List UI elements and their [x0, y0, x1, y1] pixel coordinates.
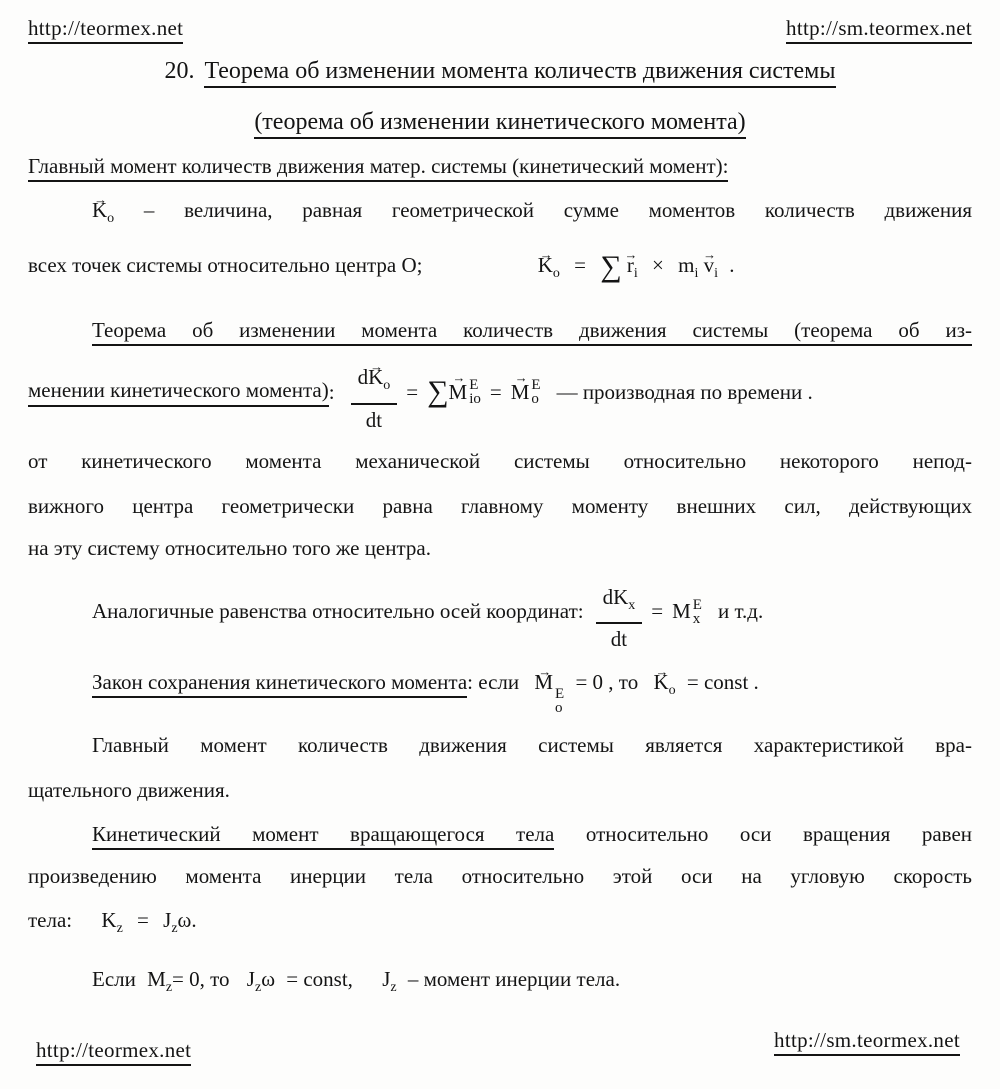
heading-main-moment	[28, 150, 972, 182]
rotation-line2: щательного движения.	[28, 777, 230, 802]
kinetic-rest-text: относительно оси вращения равен	[585, 821, 973, 846]
math-J: J	[163, 907, 172, 932]
formula-ko-definition	[537, 250, 735, 284]
theorem-line2-text: менении кинетического момента)	[28, 378, 329, 407]
definition-line2-text: всех точек системы относительно центра О;	[28, 253, 423, 278]
math-m: m	[678, 253, 695, 278]
sub-o: o	[107, 211, 115, 227]
header-right-url: http://sm.teormex.net	[786, 16, 972, 44]
axes-formula-line	[28, 574, 972, 650]
math-K: K	[368, 365, 384, 390]
math-M: M	[510, 379, 530, 404]
vec-v	[704, 249, 715, 281]
last-if-text: Если	[92, 966, 136, 991]
sub-z: z	[116, 920, 123, 936]
sup-E: E	[692, 596, 702, 613]
vec-M	[511, 380, 530, 405]
title-number: 20.	[164, 58, 195, 84]
kinetic-line2: произведению момента инерции тела относительно этой оси на угловую скорость	[28, 863, 972, 888]
law-underlined-text: Закон сохранения кинетического момента	[92, 670, 467, 698]
kinetic-heading-line	[28, 818, 972, 850]
theorem-line1-text: Теорема об изменении момента количеств движения системы (теорема об из-	[92, 318, 972, 346]
inertia-line	[28, 963, 972, 1004]
math-K: K	[92, 198, 108, 222]
theorem-line3: от кинетического момента механической системы относительно некоторого непод-	[28, 448, 972, 473]
vec-K	[653, 666, 668, 698]
sub-i: i	[714, 266, 718, 282]
footer-right-url: http://sm.teormex.net	[774, 1028, 960, 1056]
sum-symbol: ∑	[600, 250, 622, 284]
times-sign: ×	[652, 253, 664, 278]
math-J: J	[246, 966, 255, 991]
math-dt: dt	[610, 626, 628, 651]
last-eq-zero-text: = 0, то	[172, 966, 230, 991]
axes-tail-text: и т.д.	[717, 599, 764, 624]
sub-z: z	[254, 980, 262, 996]
math-d: d	[357, 365, 369, 390]
sum-symbol: ∑	[427, 375, 449, 409]
law-eq-zero-text: = 0 , то	[575, 669, 639, 694]
sub-o: o	[531, 391, 539, 408]
theorem-line4: вижного центра геометрически равна главному моменту внешних сил, действующих	[28, 493, 972, 518]
last-eq-const-text: = const,	[286, 966, 353, 991]
equals-sign: =	[651, 599, 664, 624]
theorem-formula-line	[28, 354, 972, 430]
subsup-x-E	[693, 598, 702, 626]
math-K: K	[101, 907, 117, 932]
math-dt: dt	[365, 407, 383, 432]
definition-text: – величина, равная геометрической сумме моментов количеств движения	[143, 198, 973, 222]
vec-K	[538, 249, 553, 281]
theorem-line5: на эту систему относительно того же центра.	[28, 535, 431, 560]
sub-z: z	[171, 920, 178, 936]
subsup-o-E	[531, 378, 540, 406]
law-if-text: : если	[467, 669, 520, 694]
math-K: K	[537, 253, 553, 278]
math-M: M	[534, 669, 554, 694]
kinetic-line3-label: тела:	[28, 907, 73, 932]
vec-M	[534, 666, 553, 698]
math-K: K	[653, 669, 669, 694]
sub-x: x	[628, 597, 636, 613]
page-header	[28, 16, 972, 44]
sub-x: x	[692, 610, 701, 627]
sub-z: z	[390, 980, 397, 996]
sub-o: o	[668, 682, 676, 698]
math-M: M	[448, 379, 468, 404]
rotation-line1: Главный момент количеств движения системы является характеристикой вра-	[92, 732, 972, 757]
sub-o: o	[552, 266, 560, 282]
sub-o: o	[555, 699, 563, 716]
math-r: r	[626, 253, 634, 278]
conservation-law-line	[28, 666, 972, 715]
sup-E: E	[555, 685, 565, 702]
equals-sign: =	[489, 379, 502, 404]
law-const-text: = const .	[686, 669, 759, 694]
math-J: J	[382, 966, 391, 991]
sup-E: E	[531, 377, 541, 394]
math-v: v	[703, 253, 715, 278]
vec-r	[627, 249, 634, 281]
axes-text: Аналогичные равенства относительно осей координат:	[92, 599, 584, 624]
subsup-o-E	[555, 687, 564, 715]
title-line1-text: Теорема об изменении момента количеств движения системы	[204, 58, 835, 88]
math-M: M	[147, 966, 166, 991]
last-dash-text: – момент инерции тела.	[407, 966, 621, 991]
title-line2-text: (теорема об изменении кинетического момента)	[254, 109, 745, 139]
colon: :	[328, 379, 335, 404]
vec-K	[368, 366, 383, 388]
math-M: M	[672, 599, 691, 624]
sup-E: E	[469, 377, 479, 394]
definition-line1	[28, 194, 972, 235]
math-omega-dot: ω.	[177, 907, 197, 932]
equals-sign: =	[406, 379, 419, 404]
period: .	[729, 253, 735, 278]
footer-left-url: http://teormex.net	[36, 1038, 191, 1066]
math-omega: ω	[261, 966, 276, 991]
fraction-dKo-dt	[351, 354, 398, 430]
sub-io: io	[469, 391, 481, 408]
kz-formula-line	[28, 904, 972, 945]
sub-i: i	[694, 266, 699, 282]
sub-i: i	[633, 266, 638, 282]
definition-line2	[28, 249, 972, 290]
vec-K	[92, 194, 107, 226]
theorem-line1	[28, 314, 972, 346]
sub-z: z	[165, 980, 173, 996]
page-title-line1	[28, 58, 972, 85]
equals-sign: =	[574, 253, 586, 278]
math-dK: dK	[602, 584, 629, 609]
subsup-io-E	[469, 378, 481, 406]
header-left-url: http://teormex.net	[28, 16, 183, 44]
kinetic-underlined-text: Кинетический момент вращающегося тела	[92, 822, 554, 850]
fraction-dKx-dt	[596, 574, 643, 650]
page-title-line2	[28, 109, 972, 136]
sub-o: o	[383, 378, 391, 394]
equals-sign: =	[137, 907, 149, 932]
page-footer	[36, 1028, 960, 1066]
heading-main-moment-text: Главный момент количеств движения матер. системы (кинетический момент):	[28, 154, 728, 182]
theorem-tail-text: — производная по времени .	[556, 379, 813, 404]
vec-M	[449, 380, 468, 405]
